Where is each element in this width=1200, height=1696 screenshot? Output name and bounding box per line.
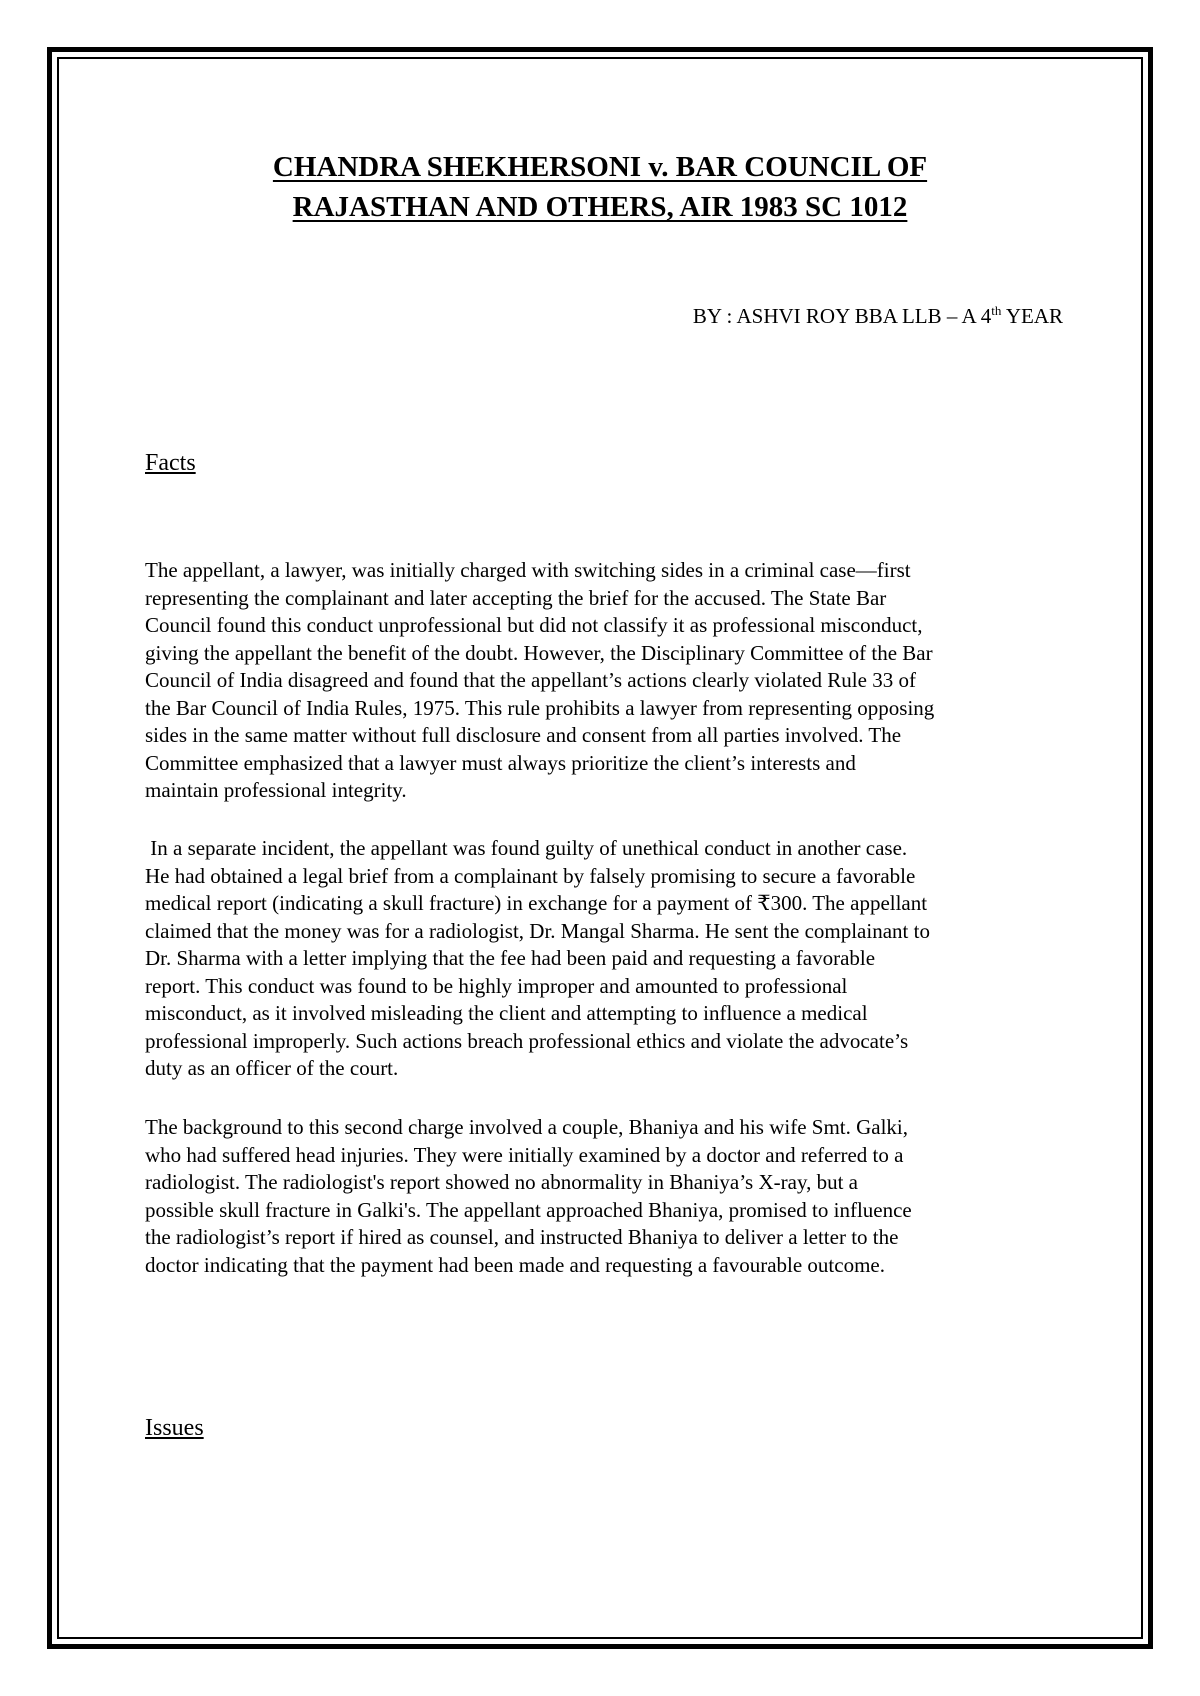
paragraph-line: duty as an officer of the court. [145,1056,399,1080]
paragraph-line: The background to this second charge involved a couple, Bhaniya and his wife Smt. Galki, [145,1115,909,1139]
facts-paragraph-2 [145,835,1065,1083]
paragraph-line: possible skull fracture in Galki's. The appellant approached Bhaniya, promised to influence [145,1197,912,1222]
paragraph-line: He had obtained a legal brief from a complainant by falsely promising to secure a favorable [145,863,916,888]
facts-paragraph-3 [145,1114,1065,1279]
byline-superscript: th [991,303,1002,318]
paragraph-line: representing the complainant and later accepting the brief for the accused. The State Bar [145,585,887,610]
paragraph-line: the radiologist’s report if hired as counsel, and instructed Bhaniya to deliver a letter to the [145,1225,899,1249]
title-line-2: RAJASTHAN AND OTHERS, AIR 1983 SC 1012 [292,191,908,223]
issues-heading: Issues [145,1415,204,1441]
paragraph-line: who had suffered head injuries. They were initially examined by a doctor and referred to a [145,1142,904,1167]
paragraph-line: Committee emphasized that a lawyer must always prioritize the client’s interests and [145,750,856,775]
document-title [100,147,1100,227]
paragraph-line: the Bar Council of India Rules, 1975. This rule prohibits a lawyer from representing opposing [145,695,935,720]
paragraph-line: radiologist. The radiologist's report showed no abnormality in Bhaniya’s X-ray, but a [145,1170,858,1194]
facts-heading: Facts [145,450,196,476]
paragraph-line: In a separate incident, the appellant was found guilty of unethical conduct in another case. [145,836,908,860]
paragraph-line: sides in the same matter without full disclosure and consent from all parties involved. The [145,723,902,747]
byline-suffix: YEAR [1001,304,1063,328]
facts-paragraph-1 [145,557,1065,805]
paragraph-line: report. This conduct was found to be highly improper and amounted to professional [145,973,848,998]
paragraph-line: professional improperly. Such actions breach professional ethics and violate the advocate’s [145,1028,909,1053]
byline-text: BY : ASHVI ROY BBA LLB – A 4 [692,304,992,328]
paragraph-line: Council of India disagreed and found that the appellant’s actions clearly violated Rule 33 of [145,668,916,692]
paragraph-line: The appellant, a lawyer, was initially charged with switching sides in a criminal case—first [145,558,911,582]
paragraph-line: Council found this conduct unprofessional but did not classify it as professional misconduct, [145,613,923,637]
paragraph-line: claimed that the money was for a radiologist, Dr. Mangal Sharma. He sent the complainant to [145,918,930,943]
paragraph-line: maintain professional integrity. [145,778,407,802]
paragraph-line: giving the appellant the benefit of the doubt. However, the Disciplinary Committee of the Bar [145,640,933,665]
title-line-1: CHANDRA SHEKHERSONI v. BAR COUNCIL OF [272,151,928,183]
paragraph-line: medical report (indicating a skull fracture) in exchange for a payment of ₹300. The appellant [145,891,928,915]
paragraph-line: misconduct, as it involved misleading the client and attempting to influence a medical [145,1001,868,1025]
paragraph-line: doctor indicating that the payment had been made and requesting a favourable outcome. [145,1252,885,1277]
paragraph-line: Dr. Sharma with a letter implying that the fee had been paid and requesting a favorable [145,946,876,970]
author-byline [693,303,1063,329]
